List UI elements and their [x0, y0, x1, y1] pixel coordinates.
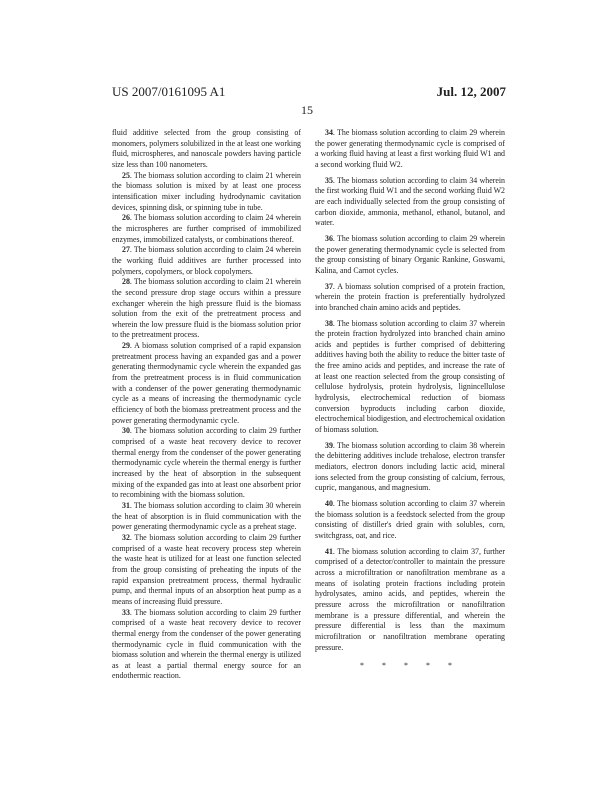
- claim-text: . The biomass solution according to claim 21 wherein the second pressure drop stage occurs within a pressure exchanger wherein the high pressure fluid is the biomass solution from the exit of the pretreatment process and wherein the low pressure fluid is the biomass solution prior to the pretreatment process.: [112, 277, 301, 340]
- claim-number: 26: [122, 213, 130, 223]
- claim-text: . The biomass solution according to claim 24 wherein the working fluid additives are further processed into polymers, copolymers, or block copolymers.: [112, 245, 301, 276]
- claim-text: . The biomass solution according to claim 29 wherein the power generating thermodynamic cycle is selected from the group consisting of binary Organic Rankine, Goswami, Kalina, and Carnot cycles.: [315, 233, 505, 275]
- claim-number: 28: [122, 277, 130, 287]
- left-column: [112, 128, 301, 682]
- claim-34: [315, 128, 505, 171]
- claim-number: 31: [122, 500, 130, 510]
- claim-continuation: [112, 128, 301, 171]
- claim-text: . The biomass solution according to claim 29 further comprised of a waste heat recovery device to recover thermal energy from the condenser of the power generating thermodynamic cycle wherein the thermal energy is further increased by the heat of absorption in the subsequent mixing of the expanded gas into at least one absorbent prior to recombining with the biomass solution.: [112, 426, 301, 500]
- claim-text: . A biomass solution comprised of a rapid expansion pretreatment process having an expanded gas and a power generating thermodynamic cycle wherein the expanded gas from the pretreatment process is in fluid communication with a condenser of the power generating thermodynamic cycle as a means of increasing the thermodynamic cycle efficiency of both the biomass pretreatment process and the power generating thermodynamic cycle.: [112, 341, 301, 425]
- claim-26: [112, 213, 301, 245]
- claim-number: 30: [122, 426, 130, 436]
- claim-number: 39: [325, 440, 333, 450]
- claim-33: [112, 608, 301, 683]
- claim-text: fluid additive selected from the group consisting of monomers, polymers solubilized in the at least one working fluid, microspheres, and nanoscale powders having particle size less than 100 nanometers.: [112, 128, 301, 169]
- claim-number: 35: [325, 175, 333, 185]
- claim-31: [112, 501, 301, 533]
- claim-number: 41: [325, 546, 333, 556]
- claim-text: . The biomass solution according to claim 37 wherein the biomass solution is a feedstock selected from the group consisting of distiller's dried grain with solubles, corn, switchgrass, oat, and rice.: [315, 499, 505, 540]
- claim-30: [112, 426, 301, 501]
- end-of-document-mark: * * * * *: [360, 661, 460, 671]
- claim-37: [315, 282, 505, 314]
- claim-text: . The biomass solution according to claim 30 wherein the heat of absorption is in fluid communication with the power generating thermodynamic cycle as a preheat stage.: [112, 500, 301, 532]
- page-number: 15: [301, 103, 313, 117]
- claim-text: . The biomass solution according to claim 29 further comprised of a waste heat recovery process step wherein the waste heat is utilized for at least one function selected from the group consisting of preheating the inputs of the rapid expansion pretreatment process, thermal hydraulic pump, and thermal inputs of an absorption heat pump as a means of increasing fluid pressure.: [112, 532, 301, 606]
- claim-text: . The biomass solution according to claim 29 further comprised of a waste heat recovery device to recover thermal energy from the condenser of the power generating thermodynamic cycle in fluid communication with the biomass solution and wherein the thermal energy is utilized as at least a partial thermal energy source for an endothermic reaction.: [112, 607, 301, 681]
- claim-32: [112, 533, 301, 608]
- claim-number: 32: [122, 532, 130, 542]
- claim-number: 33: [122, 607, 130, 617]
- claim-number: 34: [325, 128, 333, 137]
- claim-text: . The biomass solution according to claim 29 wherein the power generating thermodynamic cycle is comprised of a working fluid having at least a first working fluid W1 and a second working fluid W2.: [315, 128, 505, 169]
- claim-38: [315, 319, 505, 436]
- claim-text: . The biomass solution according to claim 38 wherein the debittering additives include trehalose, electron transfer mediators, electron donors including lactic acid, mineral ions selected from the group consisting of calcium, ferrous, cupric, manganous, and magnesium.: [315, 440, 505, 493]
- claim-35: [315, 176, 505, 229]
- claim-text: . The biomass solution according to claim 21 wherein the biomass solution is mixed by at least one process intensification mixer including hydrodynamic cavitation devices, spinning disk, or spinning tube in tube.: [112, 170, 301, 212]
- claim-text: . The biomass solution according to claim 37, further comprised of a detector/controller to maintain the pressure across a microfiltration or nanofiltration membrane as a means of isolating protein fractions including protein hydrolysates, amino acids, and peptides, wherein the pressure across the microfiltration or nanofiltration membrane is a pressure differential, and wherein the pressure differential is less than the maximum microfiltration or nanofiltration membrane operating pressure.: [315, 546, 505, 652]
- claim-number: 40: [325, 499, 333, 508]
- publication-date: Jul. 12, 2007: [436, 84, 506, 99]
- claim-number: 29: [122, 341, 130, 351]
- claim-27: [112, 245, 301, 277]
- claim-number: 37: [325, 281, 333, 291]
- claim-29: [112, 341, 301, 426]
- claim-number: 25: [122, 170, 130, 180]
- claim-text: . The biomass solution according to claim 37 wherein the protein fraction hydrolyzed into branched chain amino acids and peptides is further comprised of debittering additives having both the ability to reduce the bitter taste of the free amino acids and peptides, and increase the rate of at least one reaction selected from the group consisting of cellulose hydrolysis, protein hydrolysis, lignincellulose hydrolysis, electrochemical reduction of biomass conversion byproducts including carbon dioxide, electrochemical biodigestion, and electrochemical oxidation of biomass solution.: [315, 318, 505, 435]
- claim-number: 38: [325, 318, 333, 328]
- claim-28: [112, 277, 301, 341]
- claim-40: [315, 499, 505, 542]
- claim-text: . The biomass solution according to claim 34 wherein the first working fluid W1 and the second working fluid W2 are each individually selected from the group consisting of carbon dioxide, ammonia, methanol, ethanol, butanol, and water.: [315, 175, 505, 228]
- publication-number: US 2007/0161095 A1: [112, 84, 226, 99]
- claim-number: 36: [325, 233, 333, 243]
- claim-36: [315, 234, 505, 277]
- claim-39: [315, 441, 505, 494]
- claim-41: [315, 547, 505, 654]
- claim-25: [112, 171, 301, 214]
- claim-text: . A biomass solution comprised of a protein fraction, wherein the protein fraction is preferentially hydrolyzed into branched chain amino acids and peptides.: [315, 281, 505, 312]
- claim-text: . The biomass solution according to claim 24 wherein the microspheres are further comprised of immobilized enzymes, immobilized catalysts, or combinations thereof.: [112, 213, 301, 244]
- claim-number: 27: [122, 245, 130, 255]
- right-column: [315, 128, 505, 672]
